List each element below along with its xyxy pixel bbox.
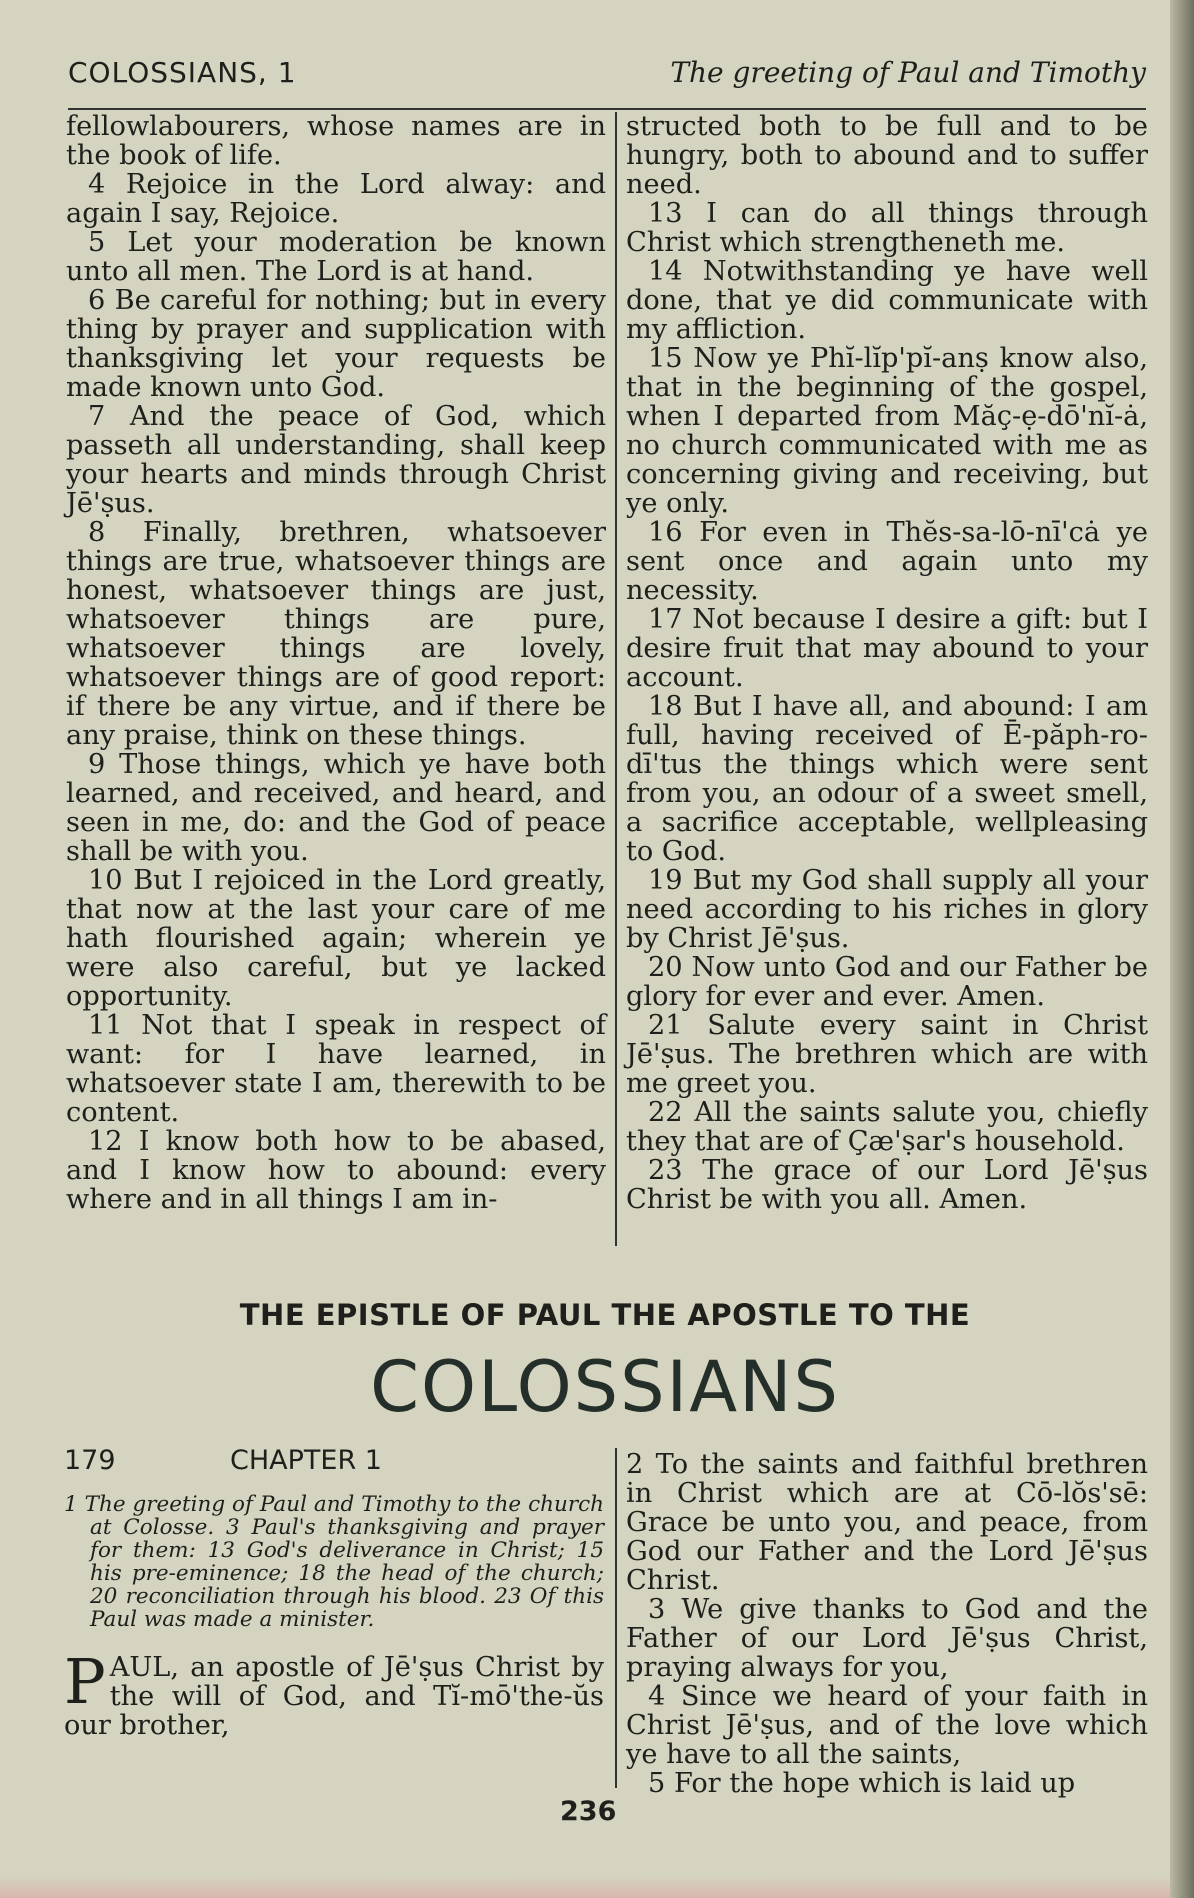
chapter-summary: 1 The greeting of Paul and Timothy to the church at Colosse. 3 Paul's thanksgiving and prayer for them: 13 God's deliverance in Christ; 15 his pre-eminence; 18 the head of the church; 20 reconciliation through his blood. 23 Of this Paul was made a minister.	[64, 1492, 604, 1632]
column-right-top	[626, 112, 1148, 1214]
column-right-bottom	[626, 1450, 1148, 1798]
verse-text: 5 Let your moderation be known unto all men. The Lord is at hand.	[66, 227, 606, 287]
verse-text: 17 Not because I desire a gift: but I desire fruit that may abound to your account.	[626, 604, 1148, 693]
verse-text: 19 But my God shall supply all your need according to his riches in glory by Christ Jē'ṣus.	[626, 865, 1148, 954]
column-divider	[615, 112, 617, 1246]
verse-text: 10 But I rejoiced in the Lord greatly, that now at the last your care of me hath flourished again; wherein ye were also careful, but ye lacked opportunity.	[66, 865, 606, 1012]
column-divider-bottom	[615, 1448, 617, 1788]
chapter-heading	[64, 1445, 604, 1481]
drop-cap: P	[64, 1645, 106, 1718]
column-left-bottom	[64, 1445, 604, 1740]
page-edge-shadow	[1170, 0, 1194, 1898]
verse-text: 18 But I have all, and abound: I am full, having received of Ē-păph-ro-dī'tus the things which were sent from you, an odour of a sweet smell, a sacrifice acceptable, wellpleasing to God.	[626, 691, 1148, 867]
verse-text: 20 Now unto God and our Father be glory for ever and ever. Amen.	[626, 952, 1148, 1012]
verse-text: 15 Now ye Phĭ-lĭp'pĭ-anṣ know also, that in the beginning of the gospel, when I departed from Măç-ẹ-dō'nĭ-ȧ, no church communicated with me as concerning giving and receiving, but ye only.	[626, 343, 1148, 519]
verse-text: 6 Be careful for nothing; but in every thing by prayer and supplication with thanksgiving let your requests be made known unto God.	[66, 285, 606, 403]
page-number: 236	[560, 1796, 617, 1827]
chapter-ref-number: 179	[64, 1445, 116, 1476]
book-title: COLOSSIANS	[370, 1346, 840, 1428]
verse-text: fellowlabourers, whose names are in the book of life.	[66, 111, 606, 171]
verse-text: 5 For the hope which is laid up	[648, 1768, 1076, 1799]
verse-text: 3 We give thanks to God and the Father of our Lord Jē'ṣus Christ, praying always for you,	[626, 1594, 1148, 1683]
verse-text: 2 To the saints and faithful brethren in Christ which are at Cō-lŏs'sē: Grace be unto you, and peace, from God our Father and the Lord Jē'ṣus Christ.	[626, 1449, 1148, 1596]
running-header	[68, 52, 1146, 96]
verse-text: 16 For even in Thĕs-sa-lō-nī'cȧ ye sent once and again unto my necessity.	[626, 517, 1148, 606]
verse-text: 8 Finally, brethren, whatsoever things are true, whatsoever things are honest, whatsoever things are just, whatsoever things are pure, whatsoever things are lovely, whatsoever things are of good report: if there be any virtue, and if there be any praise, think on these things.	[66, 517, 606, 751]
verse-text: 11 Not that I speak in respect of want: for I have learned, in whatsoever state I am, therewith to be content.	[66, 1010, 606, 1128]
verse-text: 23 The grace of our Lord Jē'ṣus Christ be with you all. Amen.	[626, 1155, 1148, 1215]
verse-text: 4 Since we heard of your faith in Christ Jē'ṣus, and of the love which ye have to all the saints,	[626, 1681, 1148, 1770]
verse-text: 13 I can do all things through Christ which strengtheneth me.	[626, 198, 1148, 258]
verse-text: 12 I know both how to be abased, and I know how to abound: every where and in all things I am in-	[66, 1126, 606, 1215]
page-bottom-edge	[0, 1876, 1170, 1898]
verse-text: 22 All the saints salute you, chiefly they that are of Çæ'ṣar's household.	[626, 1097, 1148, 1157]
opening-verse	[64, 1645, 604, 1741]
header-rule	[68, 108, 1146, 110]
epistle-title: THE EPISTLE OF PAUL THE APOSTLE TO THE	[239, 1298, 971, 1332]
verse-text: 9 Those things, which ye have both learned, and received, and heard, and seen in me, do: and the God of peace shall be with you.	[66, 749, 606, 867]
verse-text: 14 Notwithstanding ye have well done, that ye did communicate with my affliction.	[626, 256, 1148, 345]
opening-verse-text: AUL, an apostle of Jē'ṣus Christ by the will of God, and Tĭ-mō'the-ŭs our brother,	[64, 1652, 604, 1741]
verse-text: 21 Salute every saint in Christ Jē'ṣus. The brethren which are with me greet you.	[626, 1010, 1148, 1099]
verse-text: 7 And the peace of God, which passeth all understanding, shall keep your hearts and minds through Christ Jē'ṣus.	[66, 401, 606, 519]
header-book-chapter: COLOSSIANS, 1	[68, 56, 297, 89]
column-left-top	[66, 112, 606, 1214]
verse-text: 4 Rejoice in the Lord alway: and again I say, Rejoice.	[66, 169, 606, 229]
header-section-title: The greeting of Paul and Timothy	[670, 56, 1146, 89]
chapter-label: CHAPTER 1	[230, 1445, 382, 1476]
verse-text: structed both to be full and to be hungry, both to abound and to suffer need.	[626, 111, 1148, 200]
